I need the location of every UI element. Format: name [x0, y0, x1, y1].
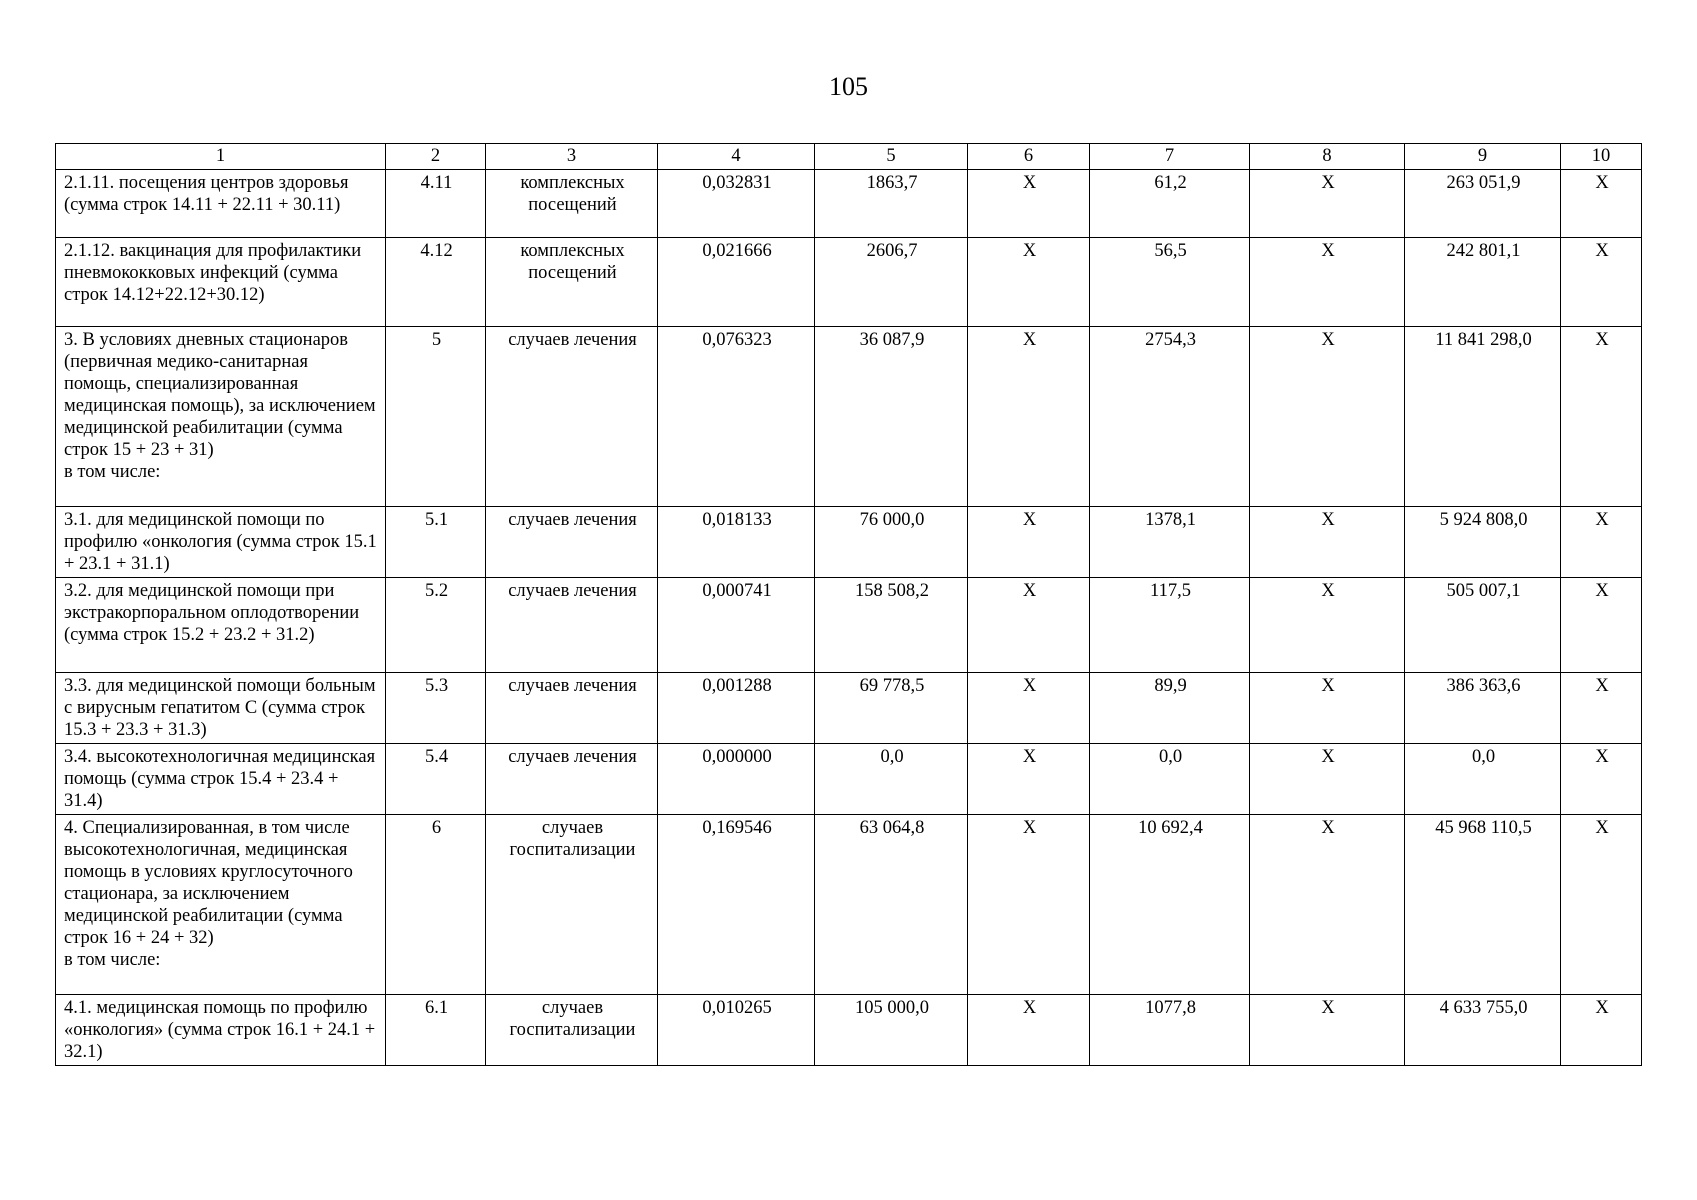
table-cell: 0,021666 — [658, 238, 815, 327]
table-cell: случаев госпитализации — [486, 815, 658, 995]
row-label-cell: 3.4. высокотехнологичная медицинская помощь (сумма строк 15.4 + 23.4 + 31.4) — [56, 744, 386, 815]
table-cell: Х — [968, 170, 1090, 238]
table-cell: Х — [1561, 995, 1642, 1066]
table-cell: 386 363,6 — [1405, 673, 1561, 744]
table-cell: 242 801,1 — [1405, 238, 1561, 327]
table-cell: Х — [1250, 995, 1405, 1066]
table-cell: 1077,8 — [1090, 995, 1250, 1066]
table-cell: Х — [968, 815, 1090, 995]
column-header: 6 — [968, 144, 1090, 170]
table-cell: 61,2 — [1090, 170, 1250, 238]
column-header: 9 — [1405, 144, 1561, 170]
table-cell: 117,5 — [1090, 578, 1250, 673]
table-cell: 263 051,9 — [1405, 170, 1561, 238]
table-cell: комплексных посещений — [486, 170, 658, 238]
table-cell: Х — [1561, 327, 1642, 507]
table-cell: Х — [968, 238, 1090, 327]
row-label-cell: 4. Специализированная, в том числе высокотехнологичная, медицинская помощь в условиях круглосуточного стационара, за исключением медицинской реабилитации (сумма строк 16 + 24 + 32) в том числе: — [56, 815, 386, 995]
row-label-cell: 2.1.12. вакцинация для профилактики пневмококковых инфекций (сумма строк 14.12+22.12+30.12) — [56, 238, 386, 327]
table-cell: Х — [968, 578, 1090, 673]
row-label-cell: 4.1. медицинская помощь по профилю «онкология» (сумма строк 16.1 + 24.1 + 32.1) — [56, 995, 386, 1066]
table-cell: 45 968 110,5 — [1405, 815, 1561, 995]
table-row — [56, 238, 1642, 327]
data-table — [55, 143, 1642, 1066]
table-cell: 0,000741 — [658, 578, 815, 673]
row-label-cell: 3. В условиях дневных стационаров (первичная медико-санитарная помощь, специализированная медицинская помощь), за исключением медицинской реабилитации (сумма строк 15 + 23 + 31) в том числе: — [56, 327, 386, 507]
table-cell: Х — [1561, 744, 1642, 815]
table-cell: 0,0 — [815, 744, 968, 815]
table-cell: комплексных посещений — [486, 238, 658, 327]
row-label-cell: 2.1.11. посещения центров здоровья (сумма строк 14.11 + 22.11 + 30.11) — [56, 170, 386, 238]
table-cell: 89,9 — [1090, 673, 1250, 744]
column-header: 5 — [815, 144, 968, 170]
table-cell: случаев лечения — [486, 673, 658, 744]
page-number: 105 — [829, 72, 868, 101]
table-cell: 0,076323 — [658, 327, 815, 507]
table-row — [56, 815, 1642, 995]
column-header: 2 — [386, 144, 486, 170]
table-cell: 0,018133 — [658, 507, 815, 578]
table-cell: 1378,1 — [1090, 507, 1250, 578]
table-cell: случаев лечения — [486, 744, 658, 815]
table-row — [56, 673, 1642, 744]
table-cell: Х — [968, 744, 1090, 815]
row-label-cell: 3.2. для медицинской помощи при экстракорпоральном оплодотворении (сумма строк 15.2 + 23.2 + 31.2) — [56, 578, 386, 673]
table-cell: 0,169546 — [658, 815, 815, 995]
table-row — [56, 327, 1642, 507]
table-cell: Х — [1250, 170, 1405, 238]
table-cell: Х — [1561, 815, 1642, 995]
table-cell: 1863,7 — [815, 170, 968, 238]
table-cell: Х — [1561, 578, 1642, 673]
table-cell: 76 000,0 — [815, 507, 968, 578]
table-cell: 2606,7 — [815, 238, 968, 327]
column-header: 8 — [1250, 144, 1405, 170]
table-cell: Х — [1250, 815, 1405, 995]
table-cell: 105 000,0 — [815, 995, 968, 1066]
table-cell: Х — [1250, 673, 1405, 744]
table-cell: 0,000000 — [658, 744, 815, 815]
table-cell: 0,010265 — [658, 995, 815, 1066]
table-cell: Х — [1250, 507, 1405, 578]
table-cell: 0,032831 — [658, 170, 815, 238]
table-row — [56, 578, 1642, 673]
table-cell: 5.1 — [386, 507, 486, 578]
table-cell: 69 778,5 — [815, 673, 968, 744]
table-cell: 63 064,8 — [815, 815, 968, 995]
table-cell: случаев госпитализации — [486, 995, 658, 1066]
table-cell: 158 508,2 — [815, 578, 968, 673]
table-cell: 4.11 — [386, 170, 486, 238]
table-cell: 2754,3 — [1090, 327, 1250, 507]
table-cell: Х — [1250, 238, 1405, 327]
table-row — [56, 995, 1642, 1066]
table-cell: 4.12 — [386, 238, 486, 327]
table-cell: случаев лечения — [486, 327, 658, 507]
table-cell: 5 — [386, 327, 486, 507]
column-header: 10 — [1561, 144, 1642, 170]
table-cell: 0,0 — [1090, 744, 1250, 815]
table-cell: 0,0 — [1405, 744, 1561, 815]
table-cell: Х — [1250, 578, 1405, 673]
table-cell: 5.2 — [386, 578, 486, 673]
table-cell: 6 — [386, 815, 486, 995]
table-row — [56, 507, 1642, 578]
table-cell: Х — [1561, 673, 1642, 744]
table-cell: Х — [1250, 744, 1405, 815]
table-cell: 5.3 — [386, 673, 486, 744]
table-cell: 56,5 — [1090, 238, 1250, 327]
table-cell: 505 007,1 — [1405, 578, 1561, 673]
row-label-cell: 3.3. для медицинской помощи больным с вирусным гепатитом С (сумма строк 15.3 + 23.3 + 31.3) — [56, 673, 386, 744]
table-cell: случаев лечения — [486, 507, 658, 578]
table-cell: случаев лечения — [486, 578, 658, 673]
table-cell: Х — [968, 995, 1090, 1066]
table-cell: 5 924 808,0 — [1405, 507, 1561, 578]
table-cell: 5.4 — [386, 744, 486, 815]
table-cell: 0,001288 — [658, 673, 815, 744]
column-header: 7 — [1090, 144, 1250, 170]
table-cell: Х — [968, 327, 1090, 507]
table-cell: Х — [968, 507, 1090, 578]
table-cell: 36 087,9 — [815, 327, 968, 507]
table-cell: 10 692,4 — [1090, 815, 1250, 995]
column-header: 1 — [56, 144, 386, 170]
column-header: 4 — [658, 144, 815, 170]
row-label-cell: 3.1. для медицинской помощи по профилю «онкология (сумма строк 15.1 + 23.1 + 31.1) — [56, 507, 386, 578]
table-cell: 6.1 — [386, 995, 486, 1066]
table-cell: 11 841 298,0 — [1405, 327, 1561, 507]
column-header: 3 — [486, 144, 658, 170]
table-cell: Х — [1250, 327, 1405, 507]
table-row — [56, 744, 1642, 815]
header-row — [56, 144, 1642, 170]
table-cell: Х — [1561, 507, 1642, 578]
table-row — [56, 170, 1642, 238]
table-cell: Х — [1561, 170, 1642, 238]
table-cell: Х — [1561, 238, 1642, 327]
table-cell: 4 633 755,0 — [1405, 995, 1561, 1066]
table-cell: Х — [968, 673, 1090, 744]
